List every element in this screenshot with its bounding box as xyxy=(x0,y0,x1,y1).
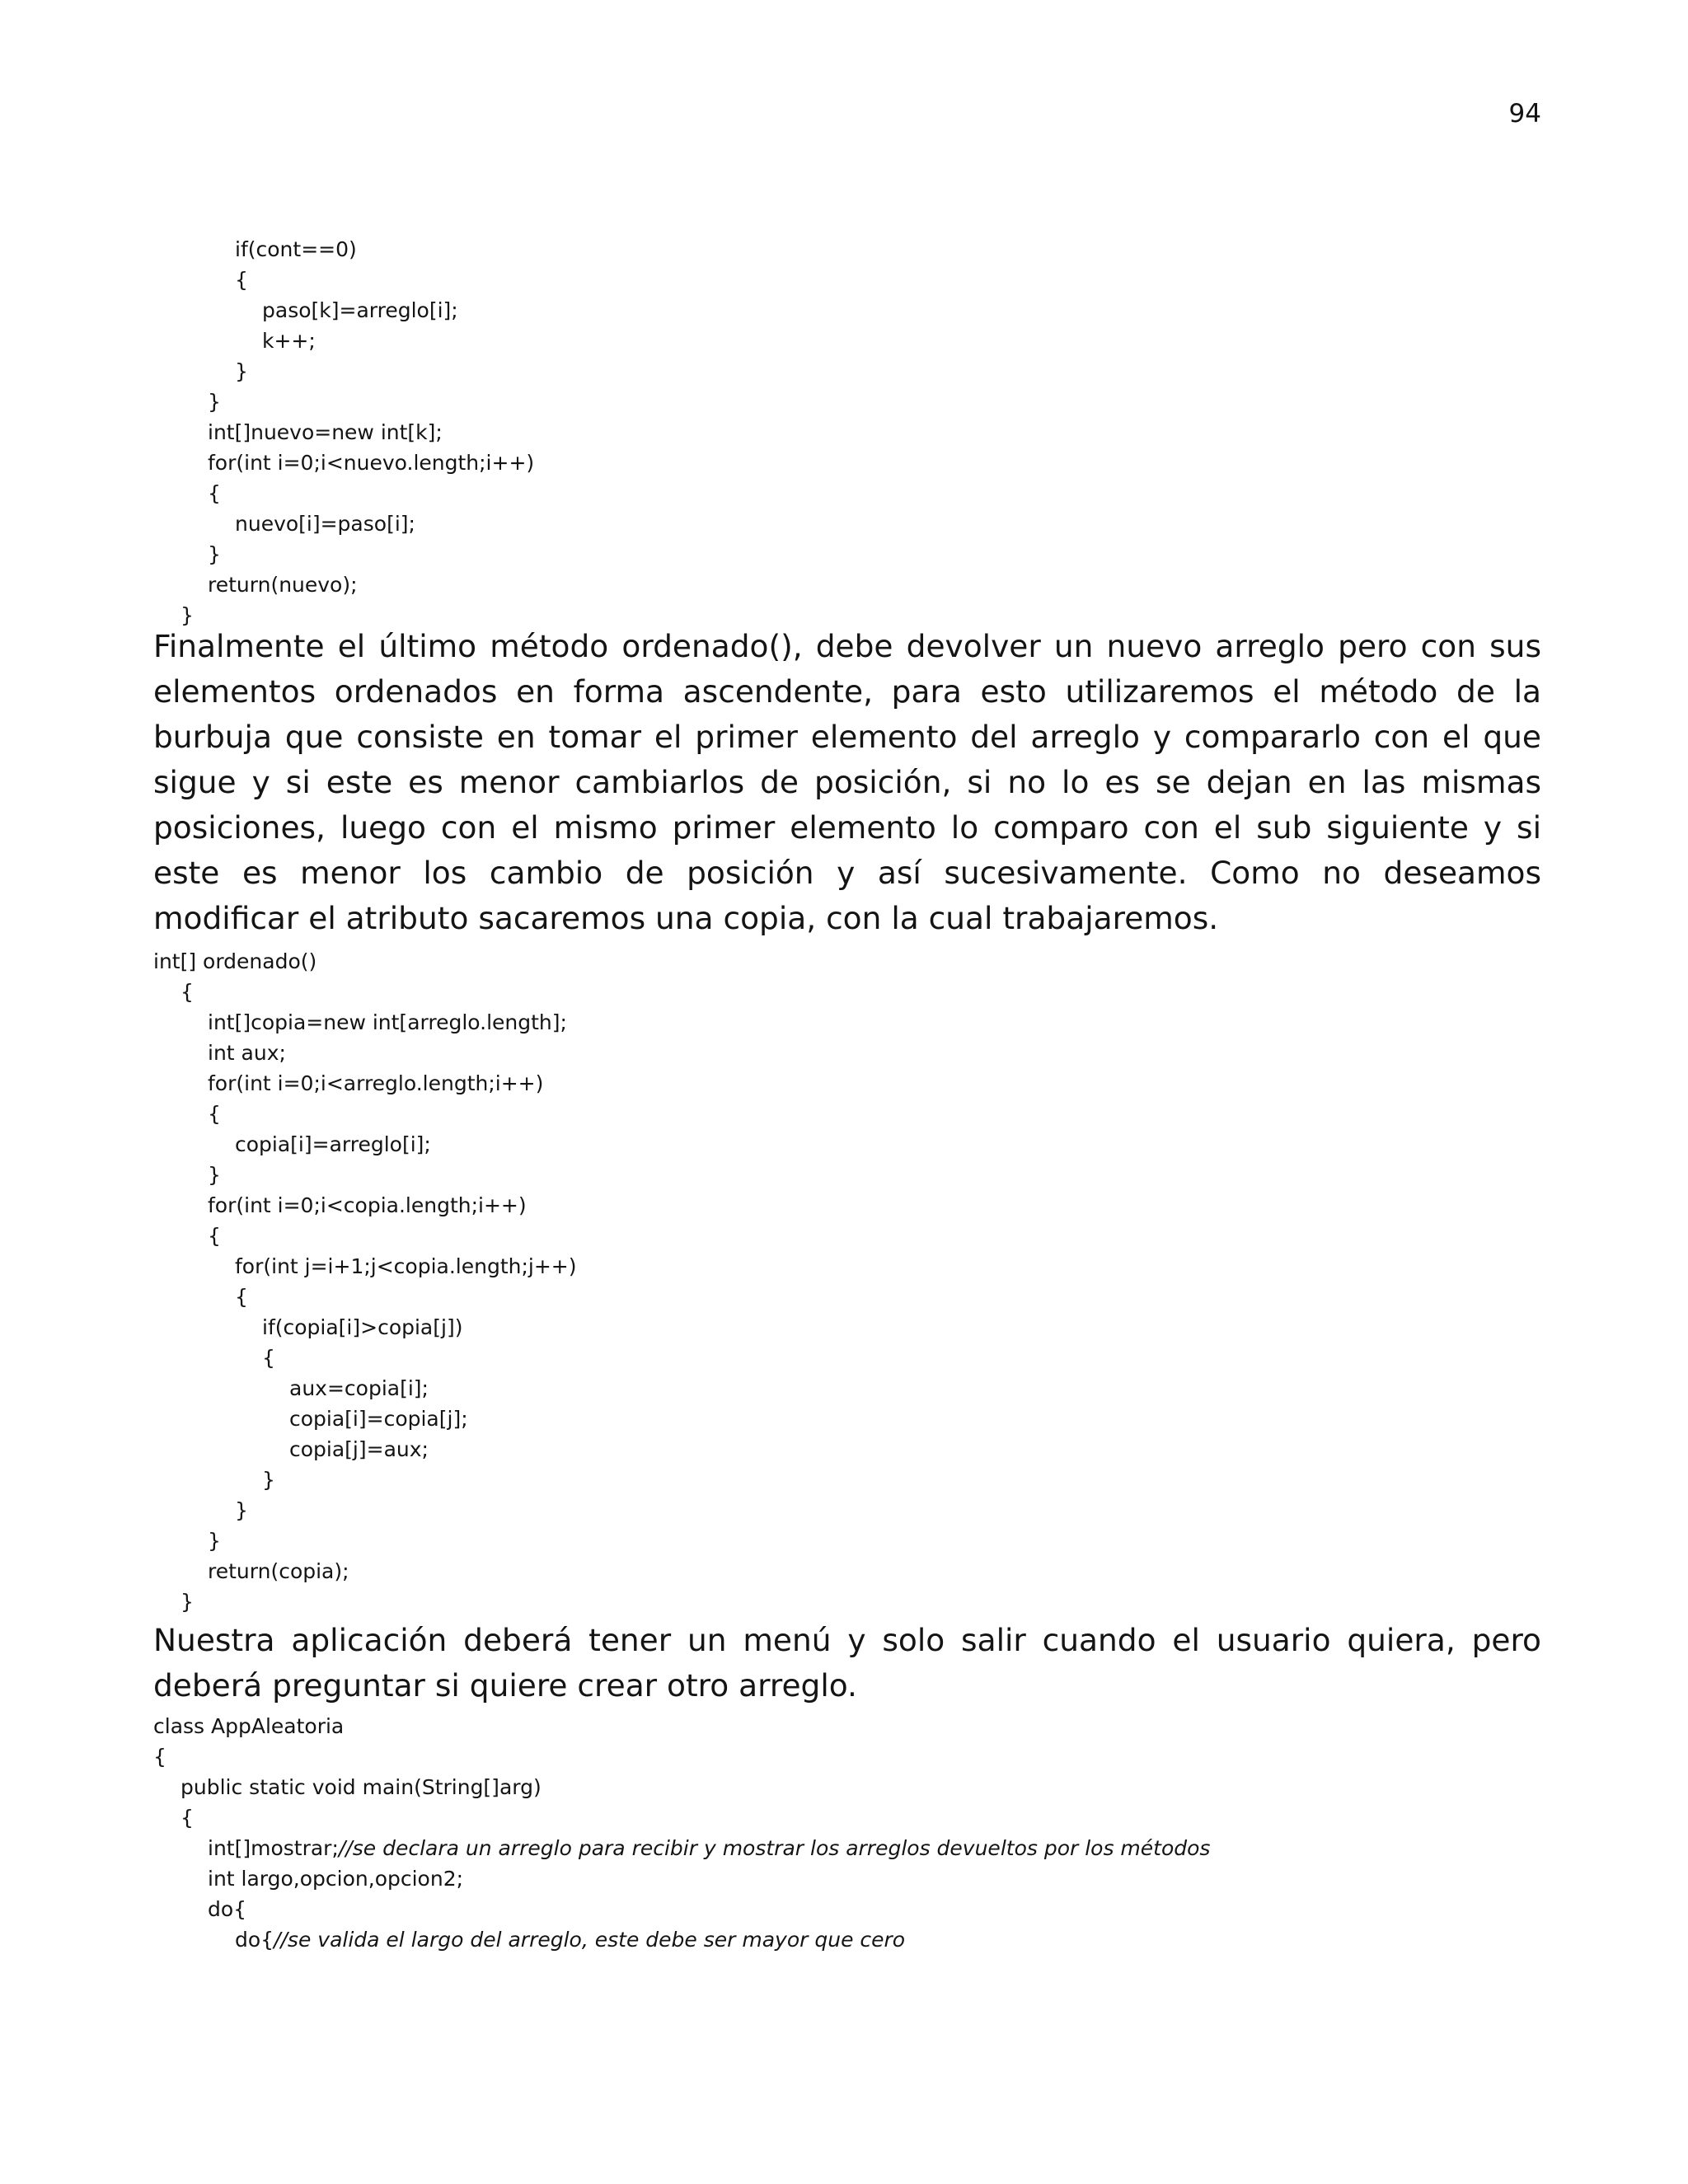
code-text: if(cont==0) xyxy=(235,237,357,261)
code-text: do{ xyxy=(235,1928,274,1952)
code-text: public static void main(String[]arg) xyxy=(181,1775,542,1799)
code-line xyxy=(153,1434,1554,1465)
code-line xyxy=(153,478,1554,509)
code-block-ordenado-method xyxy=(153,946,1554,1617)
code-line xyxy=(153,1924,1554,1955)
code-line xyxy=(153,509,1554,539)
code-line xyxy=(153,1556,1554,1586)
code-text: } xyxy=(181,1590,194,1614)
code-line xyxy=(153,1282,1554,1312)
code-line xyxy=(153,1251,1554,1282)
code-text: nuevo[i]=paso[i]; xyxy=(235,512,415,536)
code-line xyxy=(153,977,1554,1007)
code-line xyxy=(153,1068,1554,1099)
code-line xyxy=(153,1373,1554,1404)
code-line xyxy=(153,1495,1554,1526)
code-line xyxy=(153,1711,1554,1741)
code-text: } xyxy=(235,359,248,383)
code-text: int largo,opcion,opcion2; xyxy=(208,1867,464,1891)
code-text: for(int i=0;i<nuevo.length;i++) xyxy=(208,451,535,475)
code-line xyxy=(153,1741,1554,1772)
code-text: { xyxy=(208,481,221,505)
code-line xyxy=(153,326,1554,356)
code-line xyxy=(153,1404,1554,1434)
code-text: copia[i]=copia[j]; xyxy=(289,1407,468,1431)
code-text: } xyxy=(208,1529,221,1553)
code-comment: //se declara un arreglo para recibir y mostrar los arreglos devueltos por los métodos xyxy=(338,1836,1211,1860)
code-text: } xyxy=(208,390,221,414)
code-text: copia[j]=aux; xyxy=(289,1437,429,1461)
code-line xyxy=(153,356,1554,387)
code-line xyxy=(153,1894,1554,1924)
code-line xyxy=(153,1038,1554,1068)
code-line xyxy=(153,387,1554,417)
code-text: { xyxy=(208,1224,221,1248)
code-line xyxy=(153,295,1554,326)
code-line xyxy=(153,1343,1554,1373)
code-text: for(int i=0;i<copia.length;i++) xyxy=(208,1193,527,1217)
code-line xyxy=(153,1586,1554,1617)
code-text: } xyxy=(208,542,221,566)
code-text: class AppAleatoria xyxy=(153,1714,345,1738)
code-text: { xyxy=(235,268,248,292)
code-line xyxy=(153,569,1554,600)
page-number: 94 xyxy=(1508,99,1541,129)
code-line xyxy=(153,1160,1554,1190)
paragraph-menu-explanation: Nuestra aplicación deberá tener un menú y solo salir cuando el usuario quiera, pero deberá preguntar si quiere crear otro arreglo. xyxy=(153,1622,1541,1704)
code-line xyxy=(153,1772,1554,1802)
code-line xyxy=(153,417,1554,448)
code-text: int[] ordenado() xyxy=(153,949,317,973)
code-line xyxy=(153,448,1554,478)
code-text: int aux; xyxy=(208,1041,286,1065)
code-text: copia[i]=arreglo[i]; xyxy=(235,1132,431,1156)
paragraph-bubble-sort-explanation: Finalmente el último método ordenado(), debe devolver un nuevo arreglo pero con sus elementos ordenados en forma ascendente, para esto utilizaremos el método de la burbuja que consiste en tomar el primer elemento del arreglo y compararlo con el que sigue y si este es menor cambiarlos de posición, si no lo es se dejan en las mismas posiciones, luego con el mismo primer elemento lo comparo con el sub siguiente y si este es menor los cambio de posición y así sucesivamente. Como no deseamos modificar el atributo sacaremos una copia, con la cual trabajaremos. xyxy=(153,628,1541,936)
code-text: return(copia); xyxy=(208,1559,349,1583)
code-line xyxy=(153,539,1554,569)
code-text: int[]mostrar; xyxy=(208,1836,339,1860)
code-text: do{ xyxy=(208,1897,247,1921)
code-line xyxy=(153,1833,1554,1863)
code-line xyxy=(153,1129,1554,1160)
code-text: { xyxy=(153,1745,166,1769)
code-text: { xyxy=(181,980,194,1004)
code-text: return(nuevo); xyxy=(208,573,358,597)
code-text: } xyxy=(262,1468,275,1492)
code-line xyxy=(153,234,1554,265)
code-text: for(int j=i+1;j<copia.length;j++) xyxy=(235,1254,577,1278)
code-line xyxy=(153,1007,1554,1038)
code-block-app-aleatoria xyxy=(153,1711,1554,1955)
code-line xyxy=(153,1221,1554,1251)
code-line xyxy=(153,946,1554,977)
code-line xyxy=(153,1526,1554,1556)
code-line xyxy=(153,1099,1554,1129)
code-text: { xyxy=(262,1346,275,1370)
code-text: k++; xyxy=(262,329,316,353)
code-line xyxy=(153,1802,1554,1833)
code-line xyxy=(153,1312,1554,1343)
code-text: { xyxy=(181,1806,194,1830)
code-text: } xyxy=(208,1163,221,1187)
code-text: for(int i=0;i<arreglo.length;i++) xyxy=(208,1071,544,1095)
code-line xyxy=(153,265,1554,295)
code-line xyxy=(153,1465,1554,1495)
code-text: if(copia[i]>copia[j]) xyxy=(262,1315,463,1339)
code-line xyxy=(153,1863,1554,1894)
code-line xyxy=(153,1190,1554,1221)
code-text: { xyxy=(208,1102,221,1126)
code-block-tail-of-method xyxy=(153,234,1554,630)
code-text: int[]nuevo=new int[k]; xyxy=(208,420,443,444)
code-text: paso[k]=arreglo[i]; xyxy=(262,298,458,322)
code-text: } xyxy=(235,1498,248,1522)
code-text: aux=copia[i]; xyxy=(289,1376,429,1400)
code-text: } xyxy=(181,603,194,627)
code-comment: //se valida el largo del arreglo, este debe ser mayor que cero xyxy=(274,1928,906,1952)
code-text: { xyxy=(235,1285,248,1309)
code-text: int[]copia=new int[arreglo.length]; xyxy=(208,1010,567,1034)
